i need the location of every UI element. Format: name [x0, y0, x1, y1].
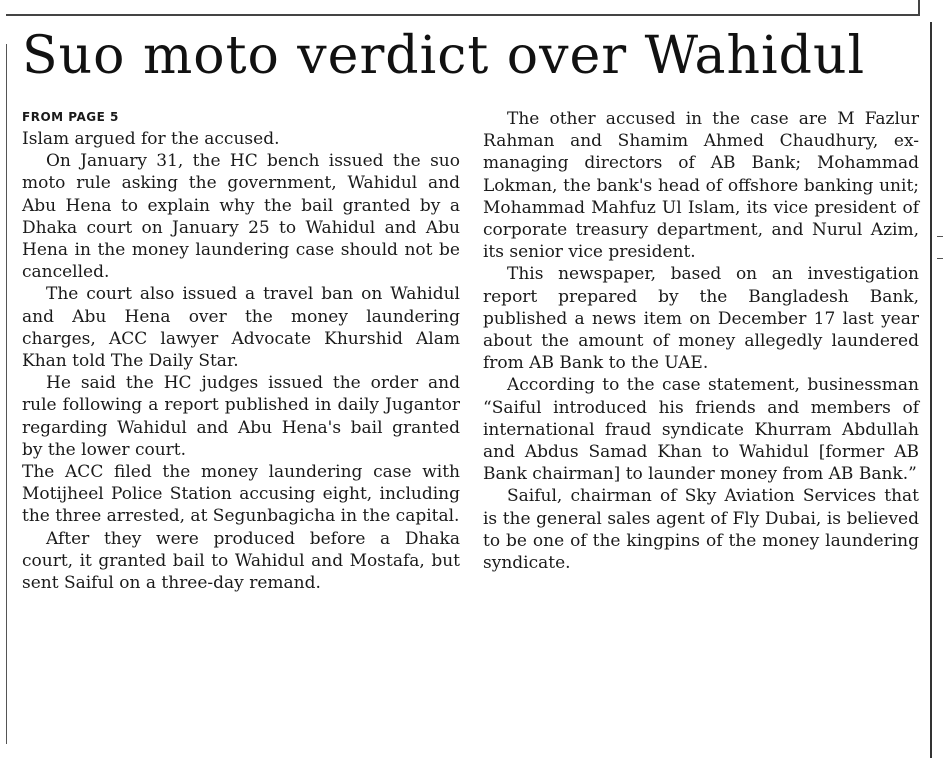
top-right-rule: [918, 0, 920, 16]
paragraph: This newspaper, based on an investigation report prepared by the Bangladesh Bank, published a news item on December 17 last year about the amount of money allegedly laundered from AB Bank to the UAE.: [483, 264, 919, 374]
article-column-right: [483, 104, 919, 574]
top-rule: [6, 14, 918, 16]
paragraph: He said the HC judges issued the order and rule following a report published in daily Jugantor regarding Wahidul and Abu Hena's bail granted by the lower court.: [22, 373, 460, 460]
paragraph: Saiful, chairman of Sky Aviation Services that is the general sales agent of Fly Dubai, is believed to be one of the kingpins of the money laundering syndicate.: [483, 486, 919, 574]
paragraph: The court also issued a travel ban on Wahidul and Abu Hena over the money laundering charges, ACC lawyer Advocate Khurshid Alam Khan told The Daily Star.: [22, 284, 460, 372]
article-column-left: [22, 104, 460, 594]
paragraph: On January 31, the HC bench issued the suo moto rule asking the government, Wahidul and Abu Hena to explain why the bail granted by a Dhaka court on January 25 to Wahidul and Abu Hena in the money laundering case should not be cancelled.: [22, 151, 460, 283]
paragraph: The other accused in the case are M Fazlur Rahman and Shamim Ahmed Chaudhury, ex-managing directors of AB Bank; Mohammad Lokman, the bank's head of offshore banking unit; Mohammad Mahfuz Ul Islam, its vice president of corporate treasury department, and Nurul Azim, its senior vice president.: [483, 109, 919, 263]
right-edge-mark: [937, 258, 943, 259]
paragraph: The ACC filed the money laundering case with Motijheel Police Station accusing eight, including the three arrested, at Segunbagicha in the capital.: [22, 462, 460, 527]
paragraph: Islam argued for the accused.: [22, 129, 280, 149]
continuation-kicker: FROM PAGE 5: [22, 110, 119, 124]
right-rule: [930, 22, 932, 758]
paragraph: After they were produced before a Dhaka court, it granted bail to Wahidul and Mostafa, but sent Saiful on a three-day remand.: [22, 528, 460, 594]
left-rule: [6, 44, 7, 744]
right-edge-mark: [937, 236, 943, 237]
headline: Suo moto verdict over Wahidul: [22, 26, 866, 86]
paragraph: According to the case statement, businessman “Saiful introduced his friends and members of international fraud syndicate Khurram Abdullah and Abdus Samad Khan to Wahidul [former AB Bank chairman] to launder money from AB Bank.”: [483, 375, 919, 485]
